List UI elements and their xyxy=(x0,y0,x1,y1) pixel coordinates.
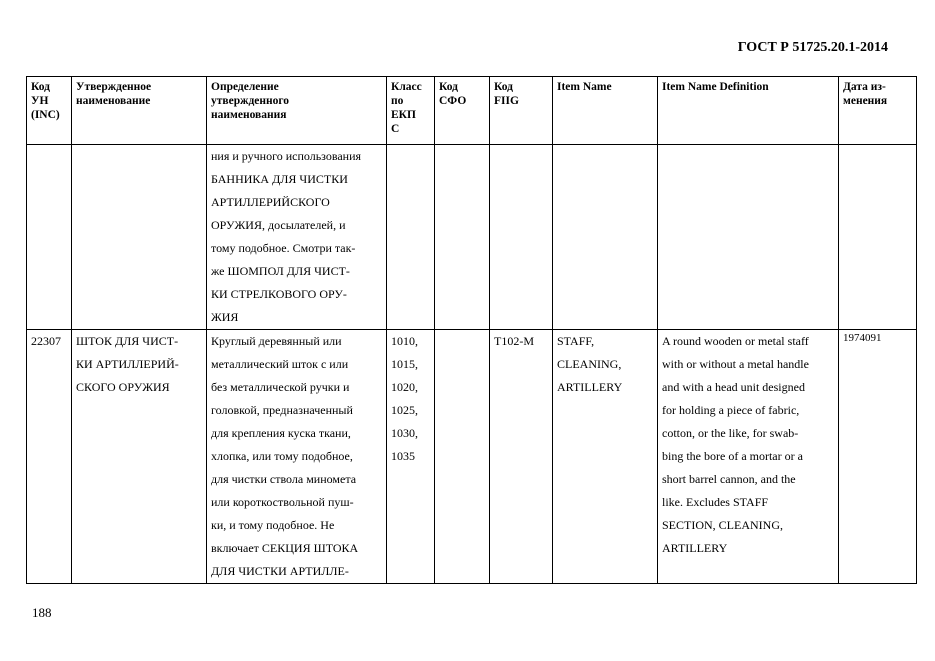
column-header-line: наименования xyxy=(211,109,287,121)
table-row xyxy=(27,330,917,584)
column-header-line: ЕКП xyxy=(391,109,416,121)
cell-definition xyxy=(207,330,387,584)
column-header-approved-name xyxy=(72,77,207,145)
column-header-line: (INC) xyxy=(31,109,60,121)
page-number: 188 xyxy=(32,605,52,620)
cell-line: STAFF, xyxy=(557,334,595,348)
cell-approved-name xyxy=(72,145,207,330)
document-code: ГОСТ Р 51725.20.1-2014 xyxy=(737,40,888,55)
cell-line: головкой, предназначенный xyxy=(211,403,353,417)
cell-line: включает СЕКЦИЯ ШТОКА xyxy=(211,541,359,555)
column-header-line: наименование xyxy=(76,95,151,107)
cell-line: без металлической ручки и xyxy=(211,380,350,394)
column-header-line: Определение xyxy=(211,81,279,93)
column-header-line: Утвержденное xyxy=(76,81,152,93)
cell-line: for holding a piece of fabric, xyxy=(662,403,800,417)
cell-line: ЖИЯ xyxy=(211,310,239,324)
cell-date xyxy=(839,145,917,330)
cell-line: КИ СТРЕЛКОВОГО ОРУ- xyxy=(211,287,347,301)
table-row xyxy=(27,145,917,330)
cell-line: ARTILLERY xyxy=(662,541,728,555)
classification-table xyxy=(26,76,917,584)
cell-line: тому подобное. Смотри так- xyxy=(211,241,356,255)
column-header-line: СФО xyxy=(439,95,467,107)
cell-line: 1015, xyxy=(391,357,418,371)
cell-approved-name xyxy=(72,330,207,584)
cell-line: and with a head unit designed xyxy=(662,380,805,394)
cell-date: 1974091 xyxy=(839,330,917,584)
cell-item-definition xyxy=(658,145,839,330)
cell-line: with or without a metal handle xyxy=(662,357,809,371)
cell-sfo xyxy=(435,330,490,584)
cell-line: ШТОК ДЛЯ ЧИСТ- xyxy=(76,334,179,348)
column-header-line: менения xyxy=(843,95,888,107)
cell-line: или короткоствольной пуш- xyxy=(211,495,354,509)
cell-line: АРТИЛЛЕРИЙСКОГО xyxy=(211,195,330,209)
cell-line: БАННИКА ДЛЯ ЧИСТКИ xyxy=(211,172,348,186)
cell-line: КИ АРТИЛЛЕРИЙ- xyxy=(76,357,179,371)
cell-item-name xyxy=(553,145,658,330)
cell-line: ния и ручного использования xyxy=(211,149,362,163)
cell-line: для чистки ствола миномета xyxy=(211,472,357,486)
column-header-line: Item Name xyxy=(557,81,612,93)
cell-line: ОРУЖИЯ, досылателей, и xyxy=(211,218,346,232)
cell-line: 1030, xyxy=(391,426,418,440)
column-header-class xyxy=(387,77,435,145)
cell-item-name xyxy=(553,330,658,584)
cell-line: 1035 xyxy=(391,449,415,463)
cell-fiig xyxy=(490,145,553,330)
column-header-line: С xyxy=(391,123,400,135)
cell-line: short barrel cannon, and the xyxy=(662,472,796,486)
column-header-line: Код xyxy=(31,81,51,93)
column-header-line: утвержденного xyxy=(211,95,290,107)
cell-line: A round wooden or metal staff xyxy=(662,334,809,348)
cell-line: ARTILLERY xyxy=(557,380,623,394)
cell-line: CLEANING, xyxy=(557,357,622,371)
column-header-definition xyxy=(207,77,387,145)
cell-line: 1020, xyxy=(391,380,418,394)
cell-line: же ШОМПОЛ ДЛЯ ЧИСТ- xyxy=(211,264,350,278)
cell-line: металлический шток с или xyxy=(211,357,349,371)
column-header-line: по xyxy=(391,95,404,107)
cell-item-definition xyxy=(658,330,839,584)
column-header-line: Код xyxy=(439,81,459,93)
cell-line: 1010, xyxy=(391,334,418,348)
cell-line: ДЛЯ ЧИСТКИ АРТИЛЛЕ- xyxy=(211,564,349,578)
cell-definition xyxy=(207,145,387,330)
column-header-line: УН xyxy=(31,95,49,107)
cell-line: like. Excludes STAFF xyxy=(662,495,769,509)
column-header-line: Item Name Definition xyxy=(662,81,769,93)
column-header-item-name xyxy=(553,77,658,145)
cell-line: ки, и тому подобное. Не xyxy=(211,518,335,532)
cell-class xyxy=(387,330,435,584)
cell-line: СКОГО ОРУЖИЯ xyxy=(76,380,170,394)
column-header-line: Код xyxy=(494,81,514,93)
column-header-date xyxy=(839,77,917,145)
cell-line: bing the bore of a mortar or a xyxy=(662,449,803,463)
column-header-line: Дата из- xyxy=(843,81,886,93)
column-header-inc xyxy=(27,77,72,145)
column-header-sfo xyxy=(435,77,490,145)
cell-class xyxy=(387,145,435,330)
cell-sfo xyxy=(435,145,490,330)
cell-line: хлопка, или тому подобное, xyxy=(211,449,353,463)
column-header-item-definition xyxy=(658,77,839,145)
cell-line: Круглый деревянный или xyxy=(211,334,342,348)
cell-fiig: T102-M xyxy=(490,330,553,584)
cell-line: для крепления куска ткани, xyxy=(211,426,351,440)
cell-inc: 22307 xyxy=(27,330,72,584)
column-header-line: FIIG xyxy=(494,95,519,107)
cell-inc xyxy=(27,145,72,330)
cell-line: 1025, xyxy=(391,403,418,417)
column-header-line: Класс xyxy=(391,81,422,93)
cell-line: cotton, or the like, for swab- xyxy=(662,426,799,440)
cell-line: SECTION, CLEANING, xyxy=(662,518,783,532)
column-header-fiig xyxy=(490,77,553,145)
table-header-row xyxy=(27,77,917,145)
